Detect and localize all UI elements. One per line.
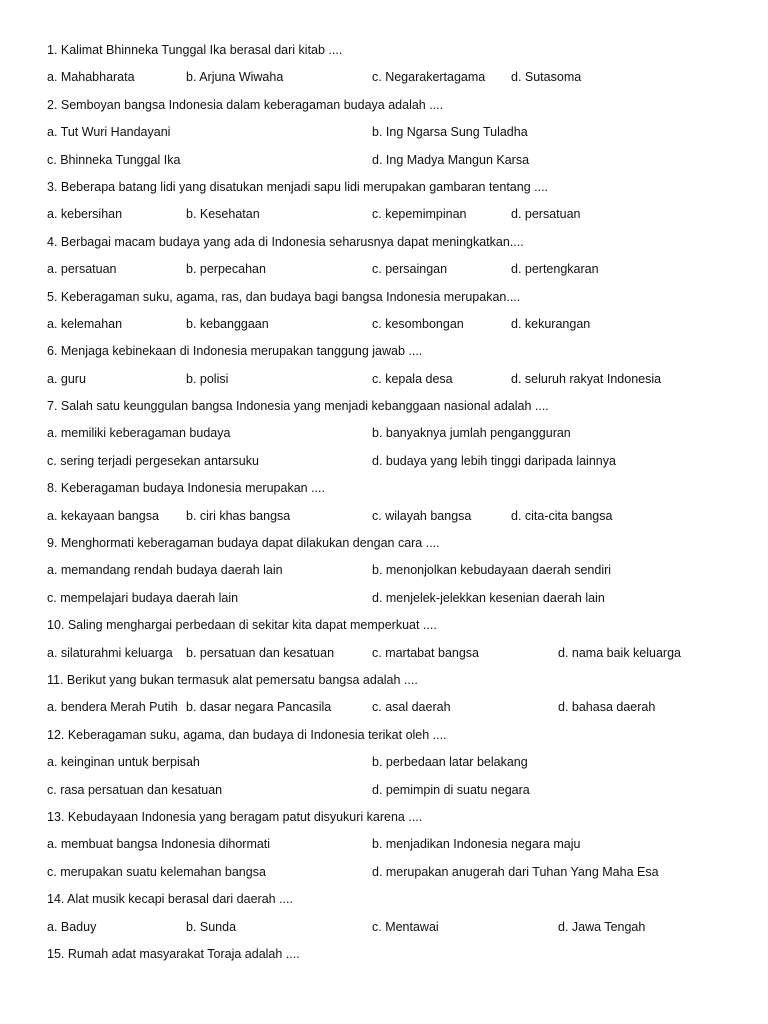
question-text: 13. Kebudayaan Indonesia yang beragam patut disyukuri karena .... [47, 809, 423, 824]
answer-option: d. pertengkaran [511, 262, 599, 277]
question-text: 8. Keberagaman budaya Indonesia merupakan .... [47, 481, 325, 496]
question-row [47, 886, 747, 913]
options-row [47, 694, 747, 721]
answer-option: d. nama baik keluarga [558, 645, 681, 660]
question-row [47, 530, 747, 557]
options-row [47, 585, 747, 612]
answer-option: a. kelemahan [47, 316, 123, 331]
answer-option: a. kebersihan [47, 207, 123, 222]
answer-option: d. merupakan anugerah dari Tuhan Yang Maha Esa [372, 864, 659, 879]
options-row [47, 831, 747, 858]
answer-option: d. kekurangan [511, 316, 591, 331]
answer-option: a. Tut Wuri Handayani [47, 125, 171, 140]
answer-option: b. perbedaan latar belakang [372, 755, 528, 770]
options-row [47, 557, 747, 584]
answer-option: d. cita-cita bangsa [511, 508, 613, 523]
answer-option: a. silaturahmi keluarga [47, 645, 173, 660]
answer-option: d. Jawa Tengah [558, 919, 646, 934]
question-row [47, 284, 747, 311]
answer-option: c. sering terjadi pergesekan antarsuku [47, 453, 259, 468]
options-row [47, 147, 747, 174]
answer-option: b. perpecahan [186, 262, 266, 277]
answer-option: b. menjadikan Indonesia negara maju [372, 837, 581, 852]
answer-option: d. menjelek-jelekkan kesenian daerah lain [372, 590, 605, 605]
answer-option: b. menonjolkan kebudayaan daerah sendiri [372, 563, 612, 578]
options-row [47, 448, 747, 475]
question-text: 4. Berbagai macam budaya yang ada di Indonesia seharusnya dapat meningkatkan.... [47, 234, 524, 249]
answer-option: a. Mahabharata [47, 70, 135, 85]
answer-option: c. mempelajari budaya daerah lain [47, 590, 239, 605]
answer-option: b. Ing Ngarsa Sung Tuladha [372, 125, 528, 140]
options-row [47, 201, 747, 228]
answer-option: a. guru [47, 371, 86, 386]
answer-option: b. persatuan dan kesatuan [186, 645, 335, 660]
answer-option: d. bahasa daerah [558, 700, 656, 715]
answer-option: c. rasa persatuan dan kesatuan [47, 782, 223, 797]
answer-option: c. merupakan suatu kelemahan bangsa [47, 864, 266, 879]
answer-option: d. pemimpin di suatu negara [372, 782, 530, 797]
question-row [47, 667, 747, 694]
answer-option: b. polisi [186, 371, 229, 386]
options-row [47, 119, 747, 146]
answer-option: a. membuat bangsa Indonesia dihormati [47, 837, 271, 852]
options-row [47, 311, 747, 338]
options-row [47, 777, 747, 804]
answer-option: b. dasar negara Pancasila [186, 700, 332, 715]
answer-option: b. banyaknya jumlah pengangguran [372, 426, 571, 441]
answer-option: c. kepala desa [372, 371, 453, 386]
answer-option: d. seluruh rakyat Indonesia [511, 371, 662, 386]
answer-option: c. wilayah bangsa [372, 508, 472, 523]
options-row [47, 256, 747, 283]
answer-option: d. Ing Madya Mangun Karsa [372, 152, 530, 167]
options-row [47, 420, 747, 447]
question-row [47, 612, 747, 639]
answer-option: a. bendera Merah Putih [47, 700, 178, 715]
question-text: 3. Beberapa batang lidi yang disatukan menjadi sapu lidi merupakan gambaran tentang .... [47, 179, 549, 194]
answer-option: a. kekayaan bangsa [47, 508, 159, 523]
answer-option: c. Negarakertagama [372, 70, 486, 85]
answer-option: c. martabat bangsa [372, 645, 480, 660]
question-row [47, 475, 747, 502]
answer-option: b. ciri khas bangsa [186, 508, 291, 523]
options-row [47, 503, 747, 530]
question-text: 2. Semboyan bangsa Indonesia dalam keberagaman budaya adalah .... [47, 97, 444, 112]
options-row [47, 749, 747, 776]
answer-option: c. kesombongan [372, 316, 464, 331]
question-row [47, 37, 747, 64]
question-text: 15. Rumah adat masyarakat Toraja adalah .... [47, 946, 300, 961]
question-text: 9. Menghormati keberagaman budaya dapat dilakukan dengan cara .... [47, 536, 440, 551]
options-row [47, 914, 747, 941]
question-text: 10. Saling menghargai perbedaan di sekitar kita dapat memperkuat .... [47, 618, 437, 633]
question-row [47, 92, 747, 119]
answer-option: a. memiliki keberagaman budaya [47, 426, 231, 441]
options-row [47, 640, 747, 667]
answer-option: a. memandang rendah budaya daerah lain [47, 563, 283, 578]
answer-option: c. persaingan [372, 262, 448, 277]
question-text: 11. Berikut yang bukan termasuk alat pemersatu bangsa adalah .... [47, 672, 418, 687]
answer-option: a. persatuan [47, 262, 117, 277]
answer-option: c. asal daerah [372, 700, 451, 715]
answer-option: b. Arjuna Wiwaha [186, 70, 284, 85]
options-row [47, 859, 747, 886]
options-row [47, 64, 747, 91]
answer-option: b. Sunda [186, 919, 237, 934]
question-row [47, 941, 747, 968]
question-text: 5. Keberagaman suku, agama, ras, dan budaya bagi bangsa Indonesia merupakan.... [47, 289, 521, 304]
question-row [47, 393, 747, 420]
question-text: 14. Alat musik kecapi berasal dari daerah .... [47, 892, 293, 907]
question-row [47, 722, 747, 749]
question-text: 6. Menjaga kebinekaan di Indonesia merupakan tanggung jawab .... [47, 344, 423, 359]
answer-option: a. keinginan untuk berpisah [47, 755, 200, 770]
answer-option: b. kebanggaan [186, 316, 269, 331]
question-row [47, 804, 747, 831]
question-text: 1. Kalimat Bhinneka Tunggal Ika berasal dari kitab .... [47, 43, 343, 57]
question-row [47, 174, 747, 201]
question-row [47, 229, 747, 256]
answer-option: c. kepemimpinan [372, 207, 467, 222]
options-row [47, 366, 747, 393]
question-row [47, 338, 747, 365]
answer-option: c. Bhinneka Tunggal Ika [47, 152, 181, 167]
answer-option: d. Sutasoma [511, 70, 582, 85]
answer-option: d. budaya yang lebih tinggi daripada lainnya [372, 453, 616, 468]
question-text: 7. Salah satu keunggulan bangsa Indonesia yang menjadi kebanggaan nasional adalah .... [47, 399, 549, 414]
answer-option: a. Baduy [47, 919, 97, 934]
answer-option: d. persatuan [511, 207, 581, 222]
quiz-document [47, 37, 747, 968]
answer-option: b. Kesehatan [186, 207, 260, 222]
answer-option: c. Mentawai [372, 919, 439, 934]
question-text: 12. Keberagaman suku, agama, dan budaya di Indonesia terikat oleh .... [47, 727, 447, 742]
